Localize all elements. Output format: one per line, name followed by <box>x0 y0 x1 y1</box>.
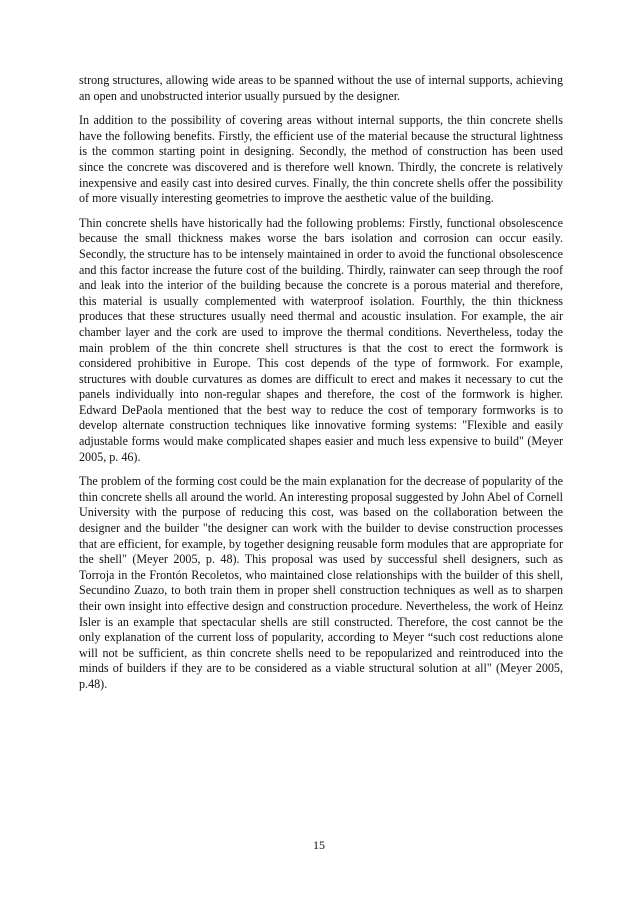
paragraph: In addition to the possibility of covering areas without internal supports, the thin concrete shells have the following benefits. Firstly, the efficient use of the material because the structural lightness is the common starting point in designing. Secondly, the method of construction has been used since the concrete was discovered and is therefore well known. Thirdly, the concrete is relatively inexpensive and easily cast into desired curves. Finally, the thin concrete shells offer the possibility of more visually interesting geometries to improve the aesthetic value of the building. <box>79 113 563 206</box>
paragraph: The problem of the forming cost could be the main explanation for the decrease of popularity of the thin concrete shells all around the world. An interesting proposal suggested by John Abel of Cornell University with the purpose of reducing this cost, was based on the collaboration between the designer and the builder "the designer can work with the builder to devise construction processes that are efficient, for example, by together designing reusable form modules that are appropriate for the shell" (Meyer 2005, p. 48). This proposal was used by successful shell designers, such as Torroja in the Frontón Recoletos, who maintained close relationships with the builder of this shell, Secundino Zuazo, to both train them in proper shell construction techniques as well as to sharpen their own insight into effective design and construction procedure. Nevertheless, the work of Heinz Isler is an example that spectacular shells are still constructed. Therefore, the cost cannot be the only explanation of the current loss of popularity, according to Meyer “such cost reductions alone will not be sufficient, as thin concrete shells need to be repopularized and reintroduced into the minds of builders if they are to be considered as a viable structural solution at all" (Meyer 2005, p.48). <box>79 474 563 691</box>
paragraph: strong structures, allowing wide areas to be spanned without the use of internal supports, achieving an open and unobstructed interior usually pursued by the designer. <box>79 73 563 103</box>
paragraph: Thin concrete shells have historically had the following problems: Firstly, functional obsolescence because the small thickness makes worse the bars isolation and corrosion can occur easily. Secondly, the structure has to be intensely maintained in order to avoid the functional obsolescence and this factor increase the future cost of the building. Thirdly, rainwater can seep through the roof and leak into the interior of the building because the concrete is a porous material and therefore, this material is usually complemented with waterproof isolation. Fourthly, the thin thickness produces that these structures usually need thermal and acoustic insulation. For example, the air chamber layer and the cork are used to improve the thermal conditions. Nevertheless, today the main problem of the thin concrete shell structures is that the cost to erect the formwork is considered prohibitive in Europe. This cost depends of the type of formwork. For example, structures with double curvatures as domes are difficult to erect and makes it necessary to cut the panels individually into non-regular shapes and therefore, the cost of the formwork is higher. Edward DePaola mentioned that the best way to reduce the cost of temporary formworks is to develop alternate construction techniques like innovative forming systems: "Flexible and easily adjustable forms would make complicated shapes easier and much less expensive to build" (Meyer 2005, p. 46). <box>79 215 563 464</box>
body-text <box>79 73 563 702</box>
page-number: 15 <box>313 838 325 852</box>
